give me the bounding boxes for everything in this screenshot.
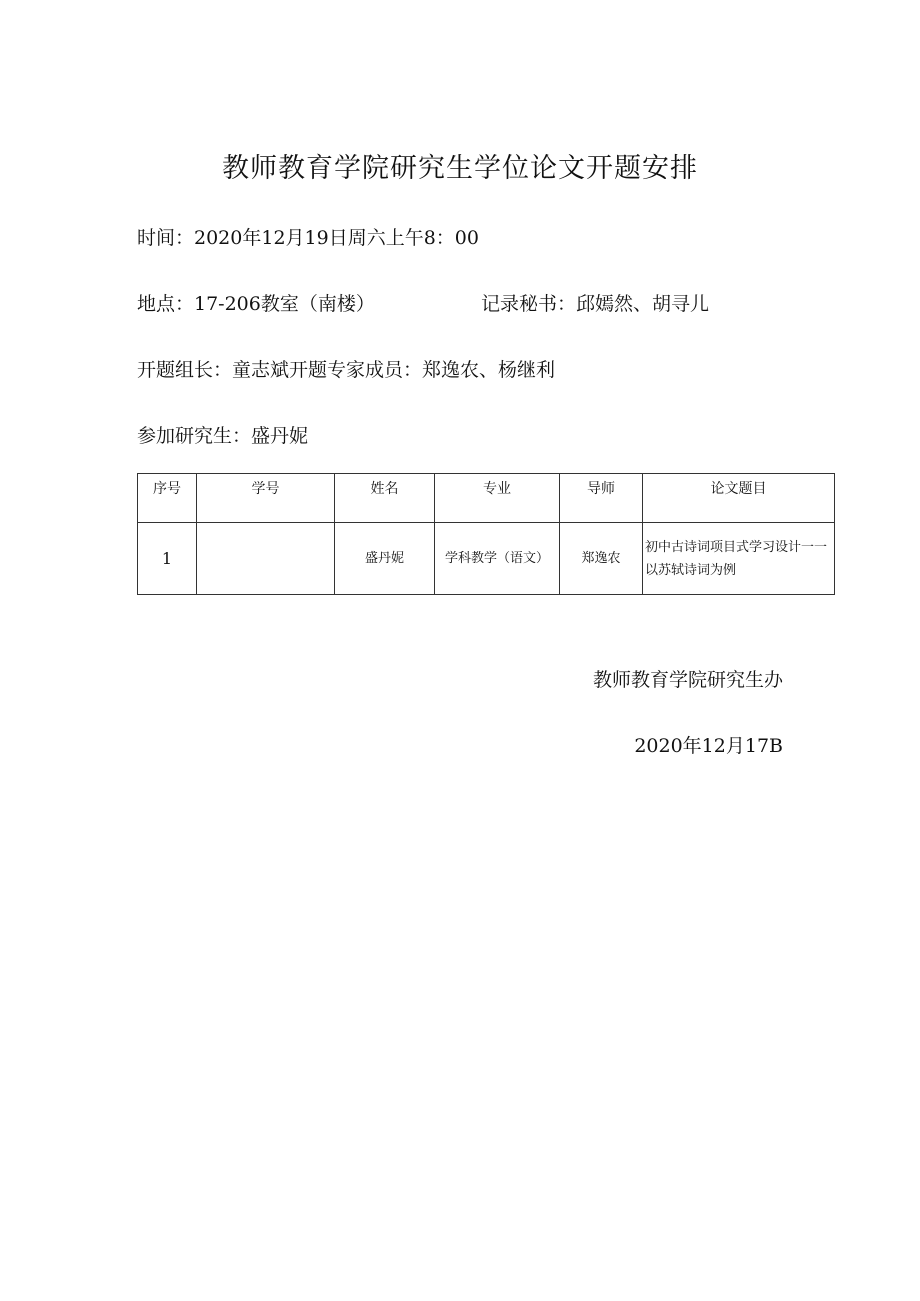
schedule-table bbox=[137, 473, 835, 595]
page-title: 教师教育学院研究生学位论文开题安排 bbox=[222, 153, 698, 184]
cell-advisor: 郑逸农 bbox=[560, 523, 643, 595]
cell-major: 学科教学（语文） bbox=[435, 523, 560, 595]
cell-seq: 1 bbox=[138, 523, 197, 595]
participating-students: 参加研究生：盛丹妮 bbox=[137, 425, 309, 447]
header-advisor: 导师 bbox=[560, 474, 643, 523]
table-row bbox=[138, 523, 835, 595]
issue-date: 2020年12月17B bbox=[634, 735, 783, 757]
header-seq: 序号 bbox=[138, 474, 197, 523]
meeting-time: 时间：2020年12月19日周六上午8：00 bbox=[137, 227, 479, 249]
cell-student-id bbox=[197, 523, 335, 595]
panel-members: 开题组长：童志斌开题专家成员：郑逸农、杨继利 bbox=[137, 359, 556, 381]
cell-name: 盛丹妮 bbox=[335, 523, 435, 595]
header-student-id: 学号 bbox=[197, 474, 335, 523]
table-header-row bbox=[138, 474, 835, 523]
meeting-place: 地点：17-206教室（南楼） bbox=[137, 293, 375, 315]
issuing-office: 教师教育学院研究生办 bbox=[592, 669, 783, 691]
header-topic: 论文题目 bbox=[643, 474, 835, 523]
header-name: 姓名 bbox=[335, 474, 435, 523]
cell-topic: 初中古诗词项目式学习设计一一以苏轼诗词为例 bbox=[643, 523, 835, 595]
header-major: 专业 bbox=[435, 474, 560, 523]
recording-secretary: 记录秘书：邱嫣然、胡寻儿 bbox=[481, 293, 710, 315]
